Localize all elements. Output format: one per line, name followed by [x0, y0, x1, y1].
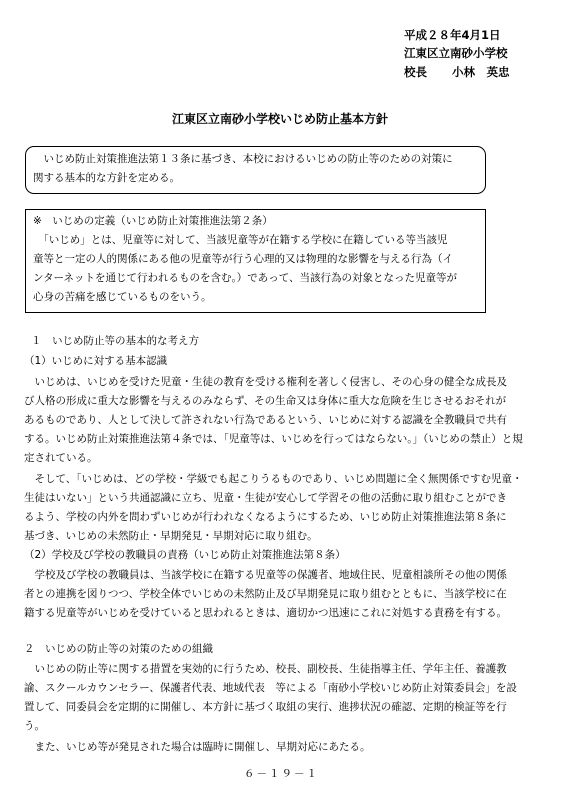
body-line: び人格の形成に重大な影響を与えるのみならず、その生命又は身体に重大な危険を生じさせるおそれが: [24, 395, 507, 407]
section1-heading: １ いじめ防止等の基本的な考え方: [31, 335, 199, 347]
document-title: 江東区立南砂小学校いじめ防止基本方針: [172, 112, 389, 126]
body-line: るよう、学校の内外を問わずいじめが行われなくなるようにするため、いじめ防止対策推進法第８条に: [24, 511, 507, 523]
definition-line: 童等と一定の人的関係にある他の児童等が行う心理的又は物理的な影響を与える行為（イ: [33, 253, 453, 265]
intro-box: [25, 146, 486, 194]
school-name: 江東区立南砂小学校: [404, 46, 508, 60]
body-line: 基づき、いじめの未然防止・早期発見・早期対応に取り組む。: [24, 530, 318, 542]
body-line: 生徒はいない」という共通認識に立ち、児童・生徒が安心して学習その他の活動に取り組むことができ: [24, 492, 507, 504]
body-line: そして、「いじめは、どの学校・学級でも起こりうるものであり、いじめ問題に全く無関係ですむ児童・: [24, 473, 523, 485]
principal-title: 校長: [404, 65, 427, 79]
body-line: 者との連携を図りつつ、学校全体でいじめの未然防止及び早期発見に取り組むとともに、当該学校に在: [24, 588, 507, 600]
definition-box: [25, 209, 486, 313]
body-line: あるものであり、人として決して許されない行為であるという、いじめに対する認識を全教職員で共有: [24, 414, 507, 426]
section1-sub2-heading: （2）学校及び学校の教職員の責務（いじめ防止対策推進法第８条）: [24, 549, 346, 561]
body-line: 諭、スクールカウンセラー、保護者代表、地域代表 等による「南砂小学校いじめ防止対策委員会」を設: [24, 682, 517, 694]
body-line: 籍する児童等がいじめを受けていると思われるときは、適切かつ迅速にこれに対処する責務を有する。: [24, 607, 507, 619]
body-line: する。いじめ防止対策推進法第４条では、「児童等は、いじめを行ってはならない。」（いじめの禁止）と規: [24, 433, 523, 445]
body-line: 定されている。: [24, 452, 98, 464]
body-line: いじめの防止等に関する措置を実効的に行うため、校長、副校長、生徒指導主任、学年主任、養護教: [24, 663, 507, 675]
body-line: 学校及び学校の教職員は、当該学校に在籍する児童等の保護者、地域住民、児童相談所その他の関係: [24, 569, 507, 581]
body-line: う。: [24, 720, 45, 732]
section2-heading: ２ いじめの防止等の対策のための組織: [24, 643, 213, 655]
section1-sub1-heading: （1）いじめに対する基本認識: [24, 355, 168, 367]
principal-name: 小林 英忠: [452, 65, 510, 79]
definition-heading: ※ いじめの定義（いじめ防止対策推進法第２条）: [33, 215, 273, 227]
intro-line: 関する基本的な方針を定める。: [33, 172, 180, 184]
body-line: また、いじめ等が発見された場合は臨時に開催し、早期対応にあたる。: [24, 741, 371, 753]
definition-line: 心身の苦痛を感じているものをいう。: [33, 291, 212, 303]
body-line: いじめは、いじめを受けた児童・生徒の教育を受ける権利を著しく侵害し、その心身の健全な成長及: [24, 376, 507, 388]
document-date: 平成２８年4月1日: [404, 28, 501, 42]
intro-line: いじめ防止対策推進法第１３条に基づき、本校におけるいじめの防止等のための対策に: [33, 153, 453, 165]
definition-line: ンターネットを通じて行われるものを含む。）であって、当該行為の対象となった児童等が: [33, 272, 457, 284]
body-line: 置して、同委員会を定期的に開催し、本方針に基づく取組の実行、進捗状況の確認、定期的検証等を行: [24, 701, 507, 713]
page-number: ６－１９－１: [244, 768, 319, 780]
definition-line: 「いじめ」とは、児童等に対して、当該児童等が在籍する学校に在籍している等当該児: [33, 234, 448, 246]
